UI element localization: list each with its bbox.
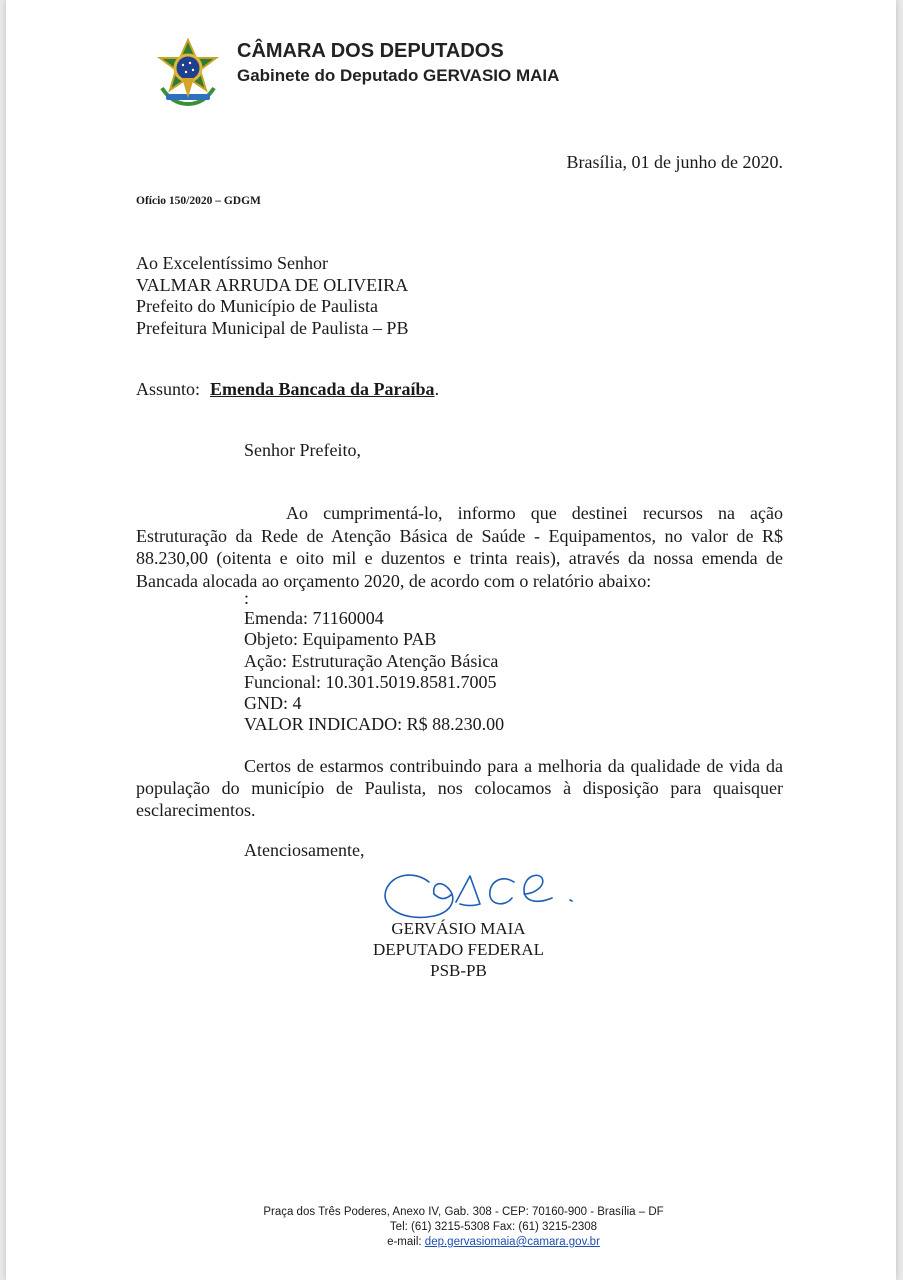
- body-line: Ao cumprimentá-lo, informo que destinei recursos na ação: [286, 503, 783, 523]
- date-line: Brasília, 01 de junho de 2020.: [566, 152, 783, 172]
- detail-objeto: Objeto: Equipamento PAB: [244, 629, 437, 650]
- body-line: 88.230,00 (oitenta e oito mil e duzentos e trinta reais), através da nossa emenda de: [136, 548, 783, 568]
- signer-role: DEPUTADO FEDERAL: [373, 940, 544, 959]
- reference-number: Ofício 150/2020 – GDGM: [136, 195, 261, 207]
- footer-email-label: e-mail:: [387, 1236, 422, 1248]
- org-subtitle: Gabinete do Deputado GERVASIO MAIA: [237, 66, 560, 85]
- closing-line: Certos de estarmos contribuindo para a melhoria da qualidade de vida da: [244, 756, 783, 776]
- signer-party: PSB-PB: [430, 961, 487, 980]
- subject-trail: .: [434, 379, 440, 399]
- org-title: CÂMARA DOS DEPUTADOS: [237, 40, 504, 62]
- footer-email-link[interactable]: dep.gervasiomaia@camara.gov.br: [424, 1236, 600, 1248]
- signer-block: [336, 918, 581, 981]
- addressee-office: Prefeitura Municipal de Paulista – PB: [136, 317, 409, 338]
- detail-gnd: GND: 4: [244, 693, 302, 714]
- footer-phone: Tel: (61) 3215-5308 Fax: (61) 3215-2308: [389, 1221, 598, 1233]
- addressee-line: Ao Excelentíssimo Senhor: [136, 253, 328, 273]
- salutation: Senhor Prefeito,: [244, 440, 361, 460]
- details-list: [244, 608, 504, 736]
- closing-line: esclarecimentos.: [136, 800, 256, 820]
- regards: Atenciosamente,: [244, 840, 365, 860]
- closing-paragraph: [136, 755, 783, 821]
- addressee-name: VALMAR ARRUDA DE OLIVEIRA: [136, 274, 409, 295]
- addressee-block: [136, 253, 408, 339]
- subject-value: Emenda Bancada da Paraíba: [210, 379, 435, 399]
- details-colon: :: [244, 588, 250, 608]
- subject-line: [136, 379, 439, 400]
- closing-line: população do município de Paulista, nos colocamos à disposição para quaisquer: [136, 778, 783, 798]
- signer-name: GERVÁSIO MAIA: [391, 919, 526, 938]
- detail-acao: Ação: Estruturação Atenção Básica: [244, 650, 499, 671]
- subject-label: Assunto:: [136, 379, 201, 399]
- brazil-coat-of-arms-icon: [152, 38, 224, 110]
- detail-valor: VALOR INDICADO: R$ 88.230.00: [244, 714, 505, 735]
- body-paragraph: [136, 502, 783, 592]
- detail-emenda: Emenda: 71160004: [244, 608, 384, 628]
- detail-funcional: Funcional: 10.301.5019.8581.7005: [244, 671, 497, 692]
- addressee-title: Prefeito do Município de Paulista: [136, 296, 378, 316]
- footer: [156, 1205, 771, 1250]
- body-line: Estruturação da Rede de Atenção Básica de Saúde - Equipamentos, no valor de R$: [136, 525, 783, 546]
- letter-page: [6, 0, 896, 1280]
- body-line: Bancada alocada ao orçamento 2020, de acordo com o relatório abaixo:: [136, 570, 652, 591]
- footer-address: Praça dos Três Poderes, Anexo IV, Gab. 308 - CEP: 70160-900 - Brasília – DF: [263, 1206, 664, 1218]
